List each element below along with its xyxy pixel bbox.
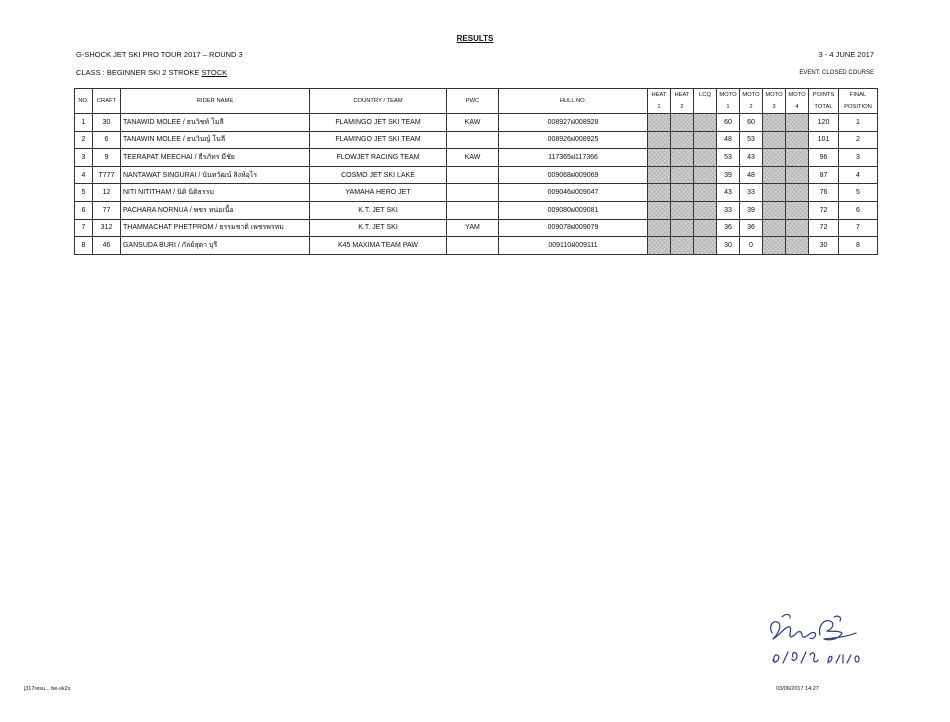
- row-lcq: [694, 149, 717, 167]
- row-moto3: [763, 131, 786, 149]
- class-label: [76, 68, 227, 77]
- row-hull: 009078ฝ009079: [499, 219, 648, 237]
- row-lcq: [694, 184, 717, 202]
- row-final-position: 1: [839, 114, 878, 132]
- row-heat2: [671, 149, 694, 167]
- row-pwc: KAW: [447, 149, 499, 167]
- row-pwc: KAW: [447, 114, 499, 132]
- row-team: YAMAHA HERO JET: [310, 184, 447, 202]
- row-pwc: [447, 201, 499, 219]
- event-date: 3 - 4 JUNE 2017: [818, 50, 874, 59]
- row-points-total: 72: [809, 201, 839, 219]
- row-heat1: [648, 131, 671, 149]
- row-rider: TEERAPAT MEECHAI / ธีรภัทร มีชัย: [121, 149, 310, 167]
- row-moto1: 36: [717, 219, 740, 237]
- row-heat2: [671, 114, 694, 132]
- row-moto1: 43: [717, 184, 740, 202]
- header-points-total: TOTAL: [809, 101, 839, 114]
- row-heat2: [671, 131, 694, 149]
- row-heat1: [648, 219, 671, 237]
- row-moto3: [763, 237, 786, 255]
- row-moto4: [786, 114, 809, 132]
- event-name: G-SHOCK JET SKI PRO TOUR 2017 – ROUND 3: [76, 50, 243, 59]
- row-moto1: 33: [717, 201, 740, 219]
- row-craft: 30: [93, 114, 121, 132]
- row-no: 7: [75, 219, 93, 237]
- header-final-position: POSITION: [839, 101, 878, 114]
- row-heat1: [648, 114, 671, 132]
- row-team: K.T. JET SKI: [310, 219, 447, 237]
- table-row: [75, 149, 878, 167]
- row-hull: 008927ฝ008928: [499, 114, 648, 132]
- row-hull: 009046ฝ009047: [499, 184, 648, 202]
- header-moto4-num: 4: [786, 101, 809, 114]
- header-moto2: MOTO: [740, 89, 763, 102]
- row-no: 1: [75, 114, 93, 132]
- table-row: [75, 184, 878, 202]
- header-moto4: MOTO: [786, 89, 809, 102]
- header-final: FINAL: [839, 89, 878, 102]
- row-rider: NANTAWAT SINGURAI / นันทวัฒน์ สิงห์อุไร: [121, 166, 310, 184]
- row-heat1: [648, 166, 671, 184]
- row-heat1: [648, 184, 671, 202]
- row-craft: 312: [93, 219, 121, 237]
- row-no: 3: [75, 149, 93, 167]
- row-points-total: 96: [809, 149, 839, 167]
- row-pwc: [447, 166, 499, 184]
- row-moto4: [786, 219, 809, 237]
- signature-image: [760, 605, 875, 670]
- row-moto1: 30: [717, 237, 740, 255]
- row-final-position: 3: [839, 149, 878, 167]
- row-final-position: 7: [839, 219, 878, 237]
- row-moto2: 0: [740, 237, 763, 255]
- row-no: 8: [75, 237, 93, 255]
- row-moto2: 48: [740, 166, 763, 184]
- table-row: [75, 219, 878, 237]
- row-lcq: [694, 114, 717, 132]
- row-moto4: [786, 149, 809, 167]
- row-team: COSMO JET SKI LAKE: [310, 166, 447, 184]
- row-heat1: [648, 237, 671, 255]
- header-heat2-num: 2: [671, 101, 694, 114]
- row-moto1: 53: [717, 149, 740, 167]
- row-rider: TANAWID MOLEE / ธนวิชท์ โมลี: [121, 114, 310, 132]
- row-moto4: [786, 184, 809, 202]
- class-stock: STOCK: [201, 68, 228, 77]
- table-row: [75, 237, 878, 255]
- footer-file-name: j317resu... be-sk2s: [24, 686, 71, 692]
- row-heat2: [671, 237, 694, 255]
- row-craft: T777: [93, 166, 121, 184]
- row-craft: 77: [93, 201, 121, 219]
- row-moto3: [763, 201, 786, 219]
- header-moto1-num: 1: [717, 101, 740, 114]
- row-lcq: [694, 237, 717, 255]
- header-heat1-num: 1: [648, 101, 671, 114]
- row-craft: 12: [93, 184, 121, 202]
- row-hull: 008926ฝ008925: [499, 131, 648, 149]
- row-final-position: 5: [839, 184, 878, 202]
- row-team: FLOWJET RACING TEAM: [310, 149, 447, 167]
- event-course: EVENT: CLOSED COURSE: [799, 70, 874, 76]
- row-moto4: [786, 237, 809, 255]
- header-moto3: MOTO: [763, 89, 786, 102]
- row-rider: THAMMACHAT PHETPROM / ธรรมชาติ เพชรพรหม: [121, 219, 310, 237]
- row-moto1: 48: [717, 131, 740, 149]
- row-points-total: 87: [809, 166, 839, 184]
- header-moto3-num: 3: [763, 101, 786, 114]
- header-no: NO.: [75, 89, 93, 114]
- row-pwc: YAM: [447, 219, 499, 237]
- row-final-position: 4: [839, 166, 878, 184]
- row-rider: PACHARA NORNUA / พชร หน่อเนื้อ: [121, 201, 310, 219]
- header-points: POINTS: [809, 89, 839, 102]
- row-craft: 9: [93, 149, 121, 167]
- header-moto2-num: 2: [740, 101, 763, 114]
- header-craft: CRAFT: [93, 89, 121, 114]
- row-team: FLAMINGO JET SKI TEAM: [310, 114, 447, 132]
- page-title: RESULTS: [456, 34, 494, 43]
- row-moto4: [786, 131, 809, 149]
- row-lcq: [694, 166, 717, 184]
- row-heat1: [648, 149, 671, 167]
- row-points-total: 72: [809, 219, 839, 237]
- row-moto2: 39: [740, 201, 763, 219]
- header-heat2: HEAT: [671, 89, 694, 102]
- header-pwc: PWC: [447, 89, 499, 114]
- row-moto4: [786, 166, 809, 184]
- row-moto2: 53: [740, 131, 763, 149]
- row-points-total: 120: [809, 114, 839, 132]
- row-moto3: [763, 114, 786, 132]
- row-final-position: 8: [839, 237, 878, 255]
- row-final-position: 2: [839, 131, 878, 149]
- row-no: 6: [75, 201, 93, 219]
- row-moto3: [763, 166, 786, 184]
- class-prefix: CLASS : BEGINNER SKI 2 STROKE: [76, 68, 202, 77]
- row-rider: GANSUDA BURI / กัลย์สุดา บุรี: [121, 237, 310, 255]
- row-moto2: 36: [740, 219, 763, 237]
- row-pwc: [447, 131, 499, 149]
- row-lcq: [694, 201, 717, 219]
- table-row: [75, 131, 878, 149]
- table-row: [75, 114, 878, 132]
- table-row: [75, 166, 878, 184]
- row-pwc: [447, 184, 499, 202]
- row-moto3: [763, 184, 786, 202]
- table-row: [75, 201, 878, 219]
- row-heat2: [671, 184, 694, 202]
- row-moto3: [763, 219, 786, 237]
- row-no: 5: [75, 184, 93, 202]
- row-team: K45 MAXIMA TEAM PAW: [310, 237, 447, 255]
- row-heat1: [648, 201, 671, 219]
- row-hull: 117365ฝ117366: [499, 149, 648, 167]
- row-team: K.T. JET SKI: [310, 201, 447, 219]
- row-rider: NITI NITITHAM / นิติ นิติธรรม: [121, 184, 310, 202]
- header-rider: RIDER NAME: [121, 89, 310, 114]
- row-rider: TANAWIN MOLEE / ธนวินญ์ โมลี: [121, 131, 310, 149]
- row-hull: 009080ฝ009081: [499, 201, 648, 219]
- row-points-total: 30: [809, 237, 839, 255]
- row-hull: 009068ฝ009069: [499, 166, 648, 184]
- header-team: COUNTRY / TEAM: [310, 89, 447, 114]
- header-heat1: HEAT: [648, 89, 671, 102]
- row-moto3: [763, 149, 786, 167]
- row-moto1: 39: [717, 166, 740, 184]
- row-moto4: [786, 201, 809, 219]
- row-moto2: 60: [740, 114, 763, 132]
- row-moto1: 60: [717, 114, 740, 132]
- footer-timestamp: 03/06/2017 14:27: [776, 686, 819, 692]
- results-table: [74, 88, 878, 255]
- row-points-total: 76: [809, 184, 839, 202]
- row-moto2: 33: [740, 184, 763, 202]
- row-hull: 009110ฝ009111: [499, 237, 648, 255]
- row-lcq: [694, 131, 717, 149]
- row-no: 4: [75, 166, 93, 184]
- row-moto2: 43: [740, 149, 763, 167]
- header-moto1: MOTO: [717, 89, 740, 102]
- row-no: 2: [75, 131, 93, 149]
- header-hull: HULL NO.: [499, 89, 648, 114]
- header-lcq: LCQ: [694, 89, 717, 102]
- row-heat2: [671, 166, 694, 184]
- row-craft: 46: [93, 237, 121, 255]
- row-craft: 6: [93, 131, 121, 149]
- row-final-position: 6: [839, 201, 878, 219]
- row-team: FLAMINGO JET SKI TEAM: [310, 131, 447, 149]
- row-pwc: [447, 237, 499, 255]
- row-lcq: [694, 219, 717, 237]
- row-heat2: [671, 219, 694, 237]
- row-heat2: [671, 201, 694, 219]
- header-lcq-blank: [694, 101, 717, 114]
- row-points-total: 101: [809, 131, 839, 149]
